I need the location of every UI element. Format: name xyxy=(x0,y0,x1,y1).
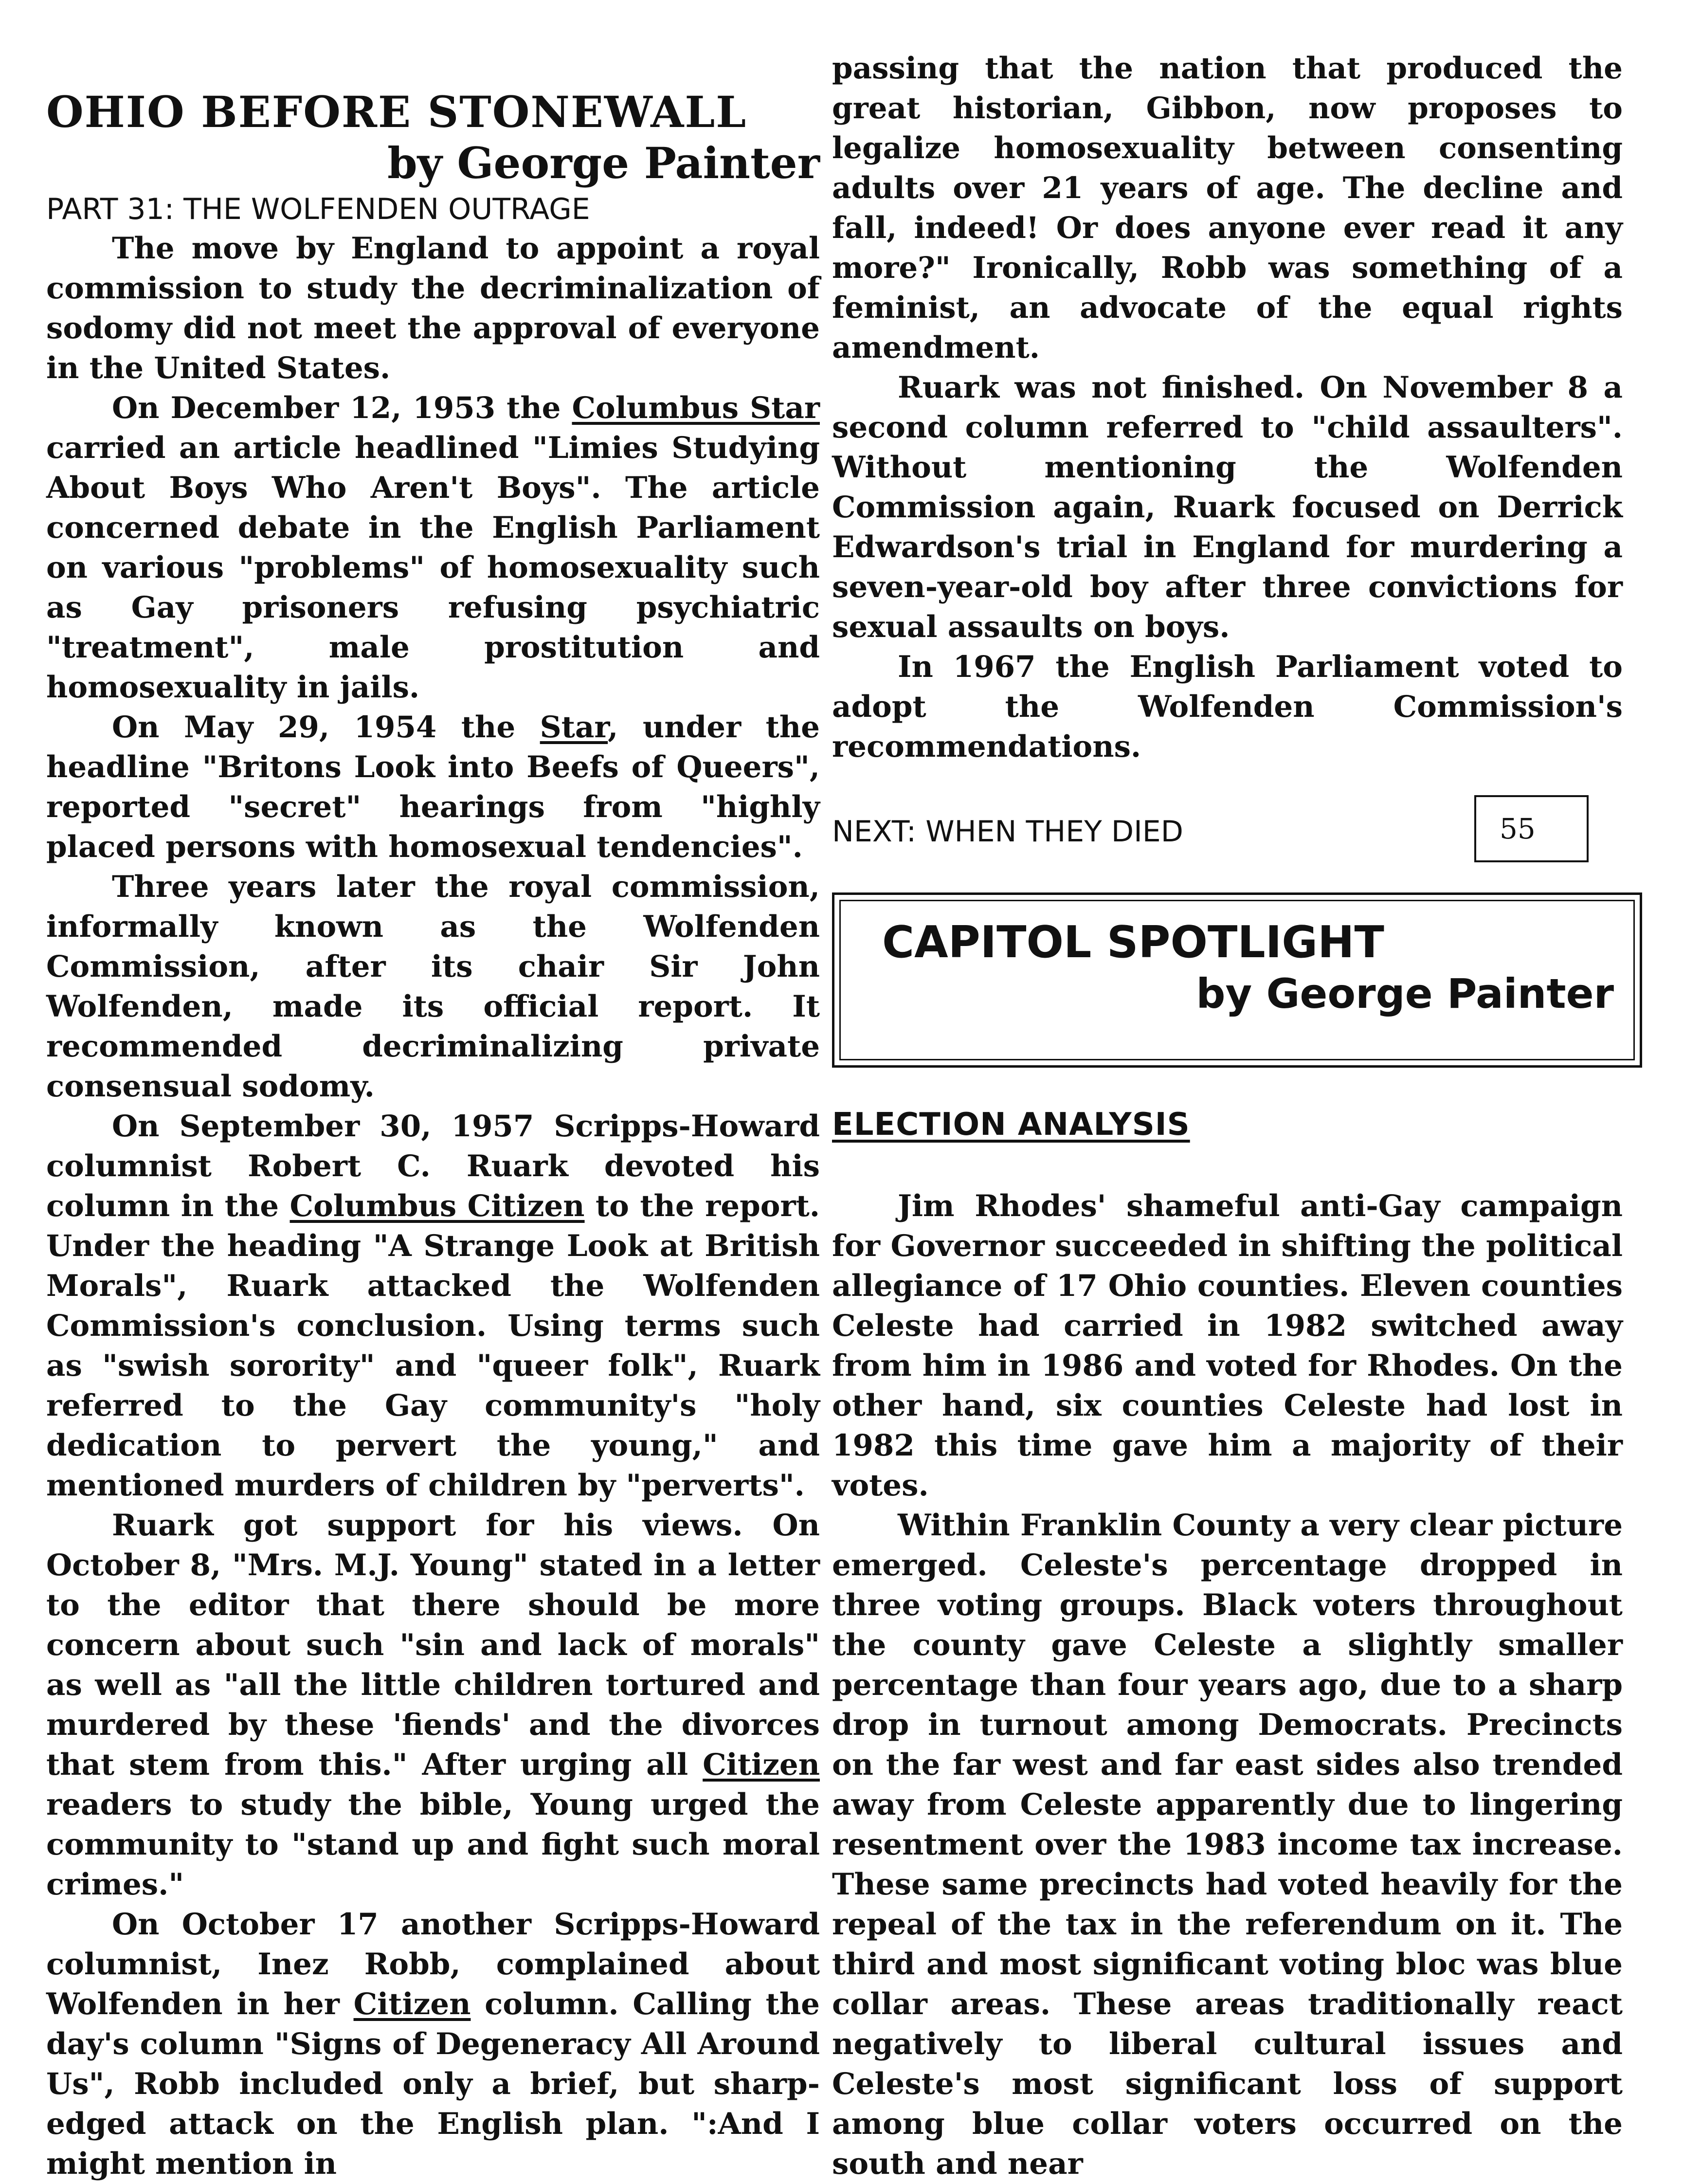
publication-name: Citizen xyxy=(353,1987,471,2021)
paragraph: In 1967 the English Parliament voted to adopt the Wolfenden Commission's recommendations. xyxy=(832,650,1623,764)
paragraph: Three years later the royal commission, informally known as the Wolfenden Commission, after its chair Sir John Wolfenden, made its official report. It recommended decriminalizing private consensual sodomy. xyxy=(46,870,820,1104)
paragraph: Within Franklin County a very clear picture emerged. Celeste's percentage dropped in three voting groups. Black voters throughout the county gave Celeste a slightly smaller percentage than four years ago, due to a sharp drop in turnout among Democrats. Precincts on the far west and far east sides also trended away from Celeste apparently due to lingering resentment over the 1983 income tax increase. These same precincts had voted heavily for the repeal of the tax in the referendum on it. The third and most significant voting bloc was blue collar areas. These areas traditionally react negatively to liberal cultural issues and Celeste's most significant loss of support among blue collar voters occurred on the south and near xyxy=(832,1508,1623,2181)
spotlight-header-box xyxy=(832,892,1642,1068)
paragraph: On October 17 another Scripps-Howard columnist, Inez Robb, complained about Wolfenden in her Citizen column. Calling the day's column "Signs of Degeneracy All Around Us", Robb included only a brief, but sharp-edged attack on the English plan. ":And I might mention in xyxy=(46,1907,820,2181)
paragraph: The move by England to appoint a royal commission to study the decriminalization of sodomy did not meet the approval of everyone in the United States. xyxy=(46,231,820,385)
paragraph: Jim Rhodes' shameful anti-Gay campaign for Governor succeeded in shifting the political allegiance of 17 Ohio counties. Eleven counties Celeste had carried in 1982 switched away from him in 1986 and voted for Rhodes. On the other hand, six counties Celeste had lost in 1982 this time gave him a majority of their votes. xyxy=(832,1189,1623,1503)
publication-name: Columbus Star xyxy=(572,391,820,425)
publication-name: Star xyxy=(540,710,608,745)
right-column xyxy=(832,0,1623,2184)
paragraph: Ruark got support for his views. On October 8, "Mrs. M.J. Young" stated in a letter to the editor that there should be more concern about such "sin and lack of morals" as well as "all the little children tortured and murdered by these 'fiends' and the divorces that stem from this." After urging all Citizen readers to study the bible, Young urged the community to "stand up and fight such moral crimes." xyxy=(46,1508,820,1902)
paragraph: On December 12, 1953 the Columbus Star carried an article headlined "Limies Studying About Boys Who Aren't Boys". The article concerned debate in the English Parliament on various "problems" of homosexuality such as Gay prisoners refusing psychiatric "treatment", male prostitution and homosexuality in jails. xyxy=(46,391,820,705)
column-title: CAPITOL SPOTLIGHT xyxy=(882,917,1384,968)
section-heading: ELECTION ANALYSIS xyxy=(832,1107,1190,1143)
article-title: OHIO BEFORE STONEWALL xyxy=(46,87,747,137)
part-heading: PART 31: THE WOLFENDEN OUTRAGE xyxy=(46,192,590,226)
page-number-box: 55 xyxy=(1474,795,1589,862)
article-byline: by George Painter xyxy=(387,138,820,188)
publication-name: Columbus Citizen xyxy=(290,1189,585,1223)
left-column xyxy=(46,0,820,2184)
column-byline: by George Painter xyxy=(1196,970,1614,1018)
paragraph: passing that the nation that produced the great historian, Gibbon, now proposes to legalize homosexuality between consenting adults over 21 years of age. The decline and fall, indeed! Or does anyone ever read it any more?" Ironically, Robb was something of a feminist, an advocate of the equal rights amendment. xyxy=(832,51,1623,365)
publication-name: Citizen xyxy=(703,1747,820,1782)
paragraph: On September 30, 1957 Scripps-Howard columnist Robert C. Ruark devoted his column in the Columbus Citizen to the report. Under the heading "A Strange Look at British Morals", Ruark attacked the Wolfenden Commission's conclusion. Using terms such as "swish sorority" and "queer folk", Ruark referred to the Gay community's "holy dedication to pervert the young," and mentioned murders of children by "perverts". xyxy=(46,1109,820,1503)
paragraph: On May 29, 1954 the Star, under the headline "Britons Look into Beefs of Queers", reported "secret" hearings from "highly placed persons with homosexual tendencies". xyxy=(46,710,820,864)
next-installment-row xyxy=(832,795,1623,868)
paragraph: Ruark was not finished. On November 8 a second column referred to "child assaulters". Without mentioning the Wolfenden Commission again, Ruark focused on Derrick Edwardson's trial in England for murdering a seven-year-old boy after three convictions for sexual assaults on boys. xyxy=(832,370,1623,644)
next-installment-label: NEXT: WHEN THEY DIED xyxy=(832,815,1183,849)
